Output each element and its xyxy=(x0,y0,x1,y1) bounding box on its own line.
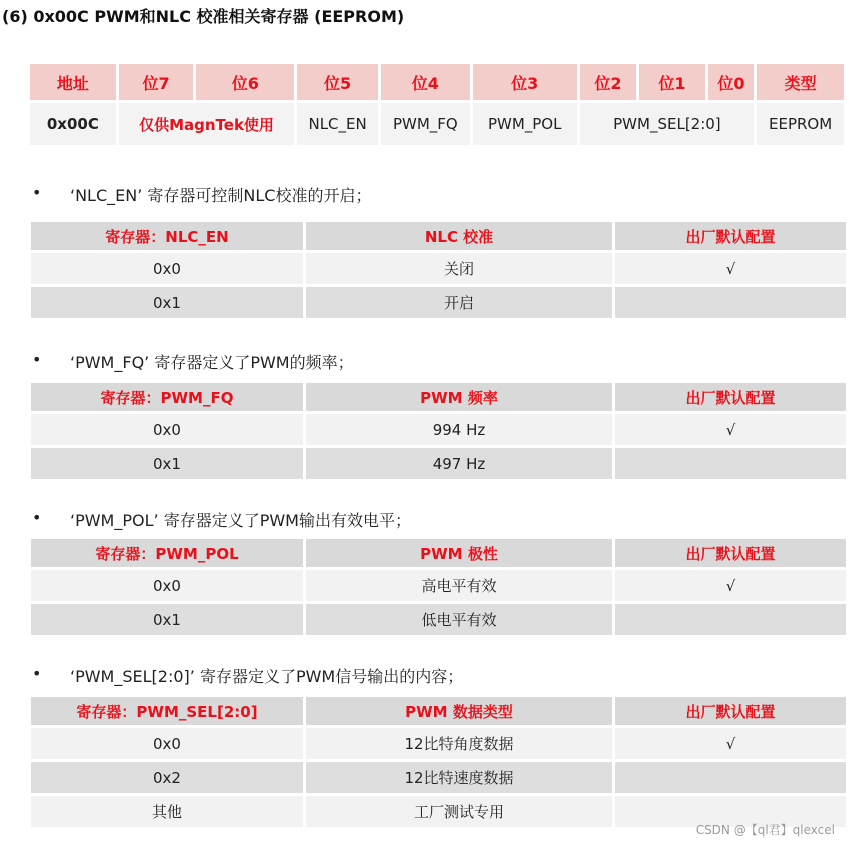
cell-meaning: 工厂测试专用 xyxy=(306,796,612,827)
bullet-text: ‘PWM_SEL[2:0]’ 寄存器定义了PWM信号输出的内容； xyxy=(70,667,464,686)
cell-meaning: 高电平有效 xyxy=(306,570,612,601)
bullet-text: ‘PWM_POL’ 寄存器定义了PWM输出有效电平； xyxy=(70,511,411,530)
header-bit6: 位6 xyxy=(196,64,294,100)
table-row xyxy=(31,728,846,759)
header-bit1: 位1 xyxy=(639,64,705,100)
col-register: 寄存器：PWM_SEL[2:0] xyxy=(31,697,303,725)
table-header-row xyxy=(31,222,846,250)
cell-default: √ xyxy=(615,253,846,284)
table-row xyxy=(31,604,846,635)
cell-value: 0x1 xyxy=(31,604,303,635)
table-row xyxy=(31,414,846,445)
cell-value: 0x1 xyxy=(31,287,303,318)
pwm-pol-table xyxy=(28,536,849,638)
cell-default: √ xyxy=(615,570,846,601)
cell-value: 0x0 xyxy=(31,570,303,601)
register-address: 0x00C xyxy=(30,103,116,145)
bullet-dot: • xyxy=(32,664,42,683)
bullet-dot: • xyxy=(32,350,42,369)
table-row xyxy=(31,570,846,601)
header-address: 地址 xyxy=(30,64,116,100)
cell-value: 0x1 xyxy=(31,448,303,479)
cell-value: 0x2 xyxy=(31,762,303,793)
cell-default xyxy=(615,448,846,479)
cell-value: 0x0 xyxy=(31,414,303,445)
col-default: 出厂默认配置 xyxy=(615,383,846,411)
col-register: 寄存器：PWM_FQ xyxy=(31,383,303,411)
field-nlc-en: NLC_EN xyxy=(297,103,378,145)
register-type: EEPROM xyxy=(757,103,844,145)
cell-meaning: 994 Hz xyxy=(306,414,612,445)
col-meaning: PWM 数据类型 xyxy=(306,697,612,725)
header-bit7: 位7 xyxy=(119,64,194,100)
col-meaning: PWM 极性 xyxy=(306,539,612,567)
cell-default: √ xyxy=(615,728,846,759)
bullet-pwm-pol xyxy=(32,508,632,530)
cell-default xyxy=(615,762,846,793)
nlc-en-table xyxy=(28,219,849,321)
cell-meaning: 开启 xyxy=(306,287,612,318)
header-bit2: 位2 xyxy=(580,64,637,100)
header-bit4: 位4 xyxy=(381,64,470,100)
cell-default xyxy=(615,604,846,635)
header-bit5: 位5 xyxy=(297,64,378,100)
register-header-row xyxy=(30,64,844,100)
register-row xyxy=(30,103,844,145)
field-pwm-pol: PWM_POL xyxy=(473,103,577,145)
header-bit3: 位3 xyxy=(473,64,577,100)
cell-value: 0x0 xyxy=(31,728,303,759)
cell-meaning: 低电平有效 xyxy=(306,604,612,635)
field-pwm-fq: PWM_FQ xyxy=(381,103,470,145)
bullet-text: ‘PWM_FQ’ 寄存器定义了PWM的频率； xyxy=(70,353,354,372)
cell-meaning: 12比特角度数据 xyxy=(306,728,612,759)
bullet-text: ‘NLC_EN’ 寄存器可控制NLC校准的开启； xyxy=(70,186,372,205)
cell-default xyxy=(615,287,846,318)
bullet-dot: • xyxy=(32,508,42,527)
table-row xyxy=(31,762,846,793)
header-bit0: 位0 xyxy=(708,64,754,100)
col-meaning: PWM 频率 xyxy=(306,383,612,411)
table-header-row xyxy=(31,383,846,411)
cell-meaning: 关闭 xyxy=(306,253,612,284)
col-meaning: NLC 校准 xyxy=(306,222,612,250)
pwm-fq-table xyxy=(28,380,849,482)
table-row xyxy=(31,287,846,318)
bullet-pwm-sel xyxy=(32,664,632,686)
table-row xyxy=(31,253,846,284)
bullet-pwm-fq xyxy=(32,350,632,372)
field-pwm-sel: PWM_SEL[2:0] xyxy=(580,103,754,145)
header-type: 类型 xyxy=(757,64,844,100)
cell-meaning: 12比特速度数据 xyxy=(306,762,612,793)
cell-value: 0x0 xyxy=(31,253,303,284)
col-default: 出厂默认配置 xyxy=(615,539,846,567)
col-default: 出厂默认配置 xyxy=(615,697,846,725)
pwm-sel-table xyxy=(28,694,849,830)
section-title: (6) 0x00C PWM和NLC 校准相关寄存器 (EEPROM) xyxy=(2,7,405,26)
bullet-nlc-en xyxy=(32,183,632,205)
col-register: 寄存器：PWM_POL xyxy=(31,539,303,567)
cell-value: 其他 xyxy=(31,796,303,827)
cell-meaning: 497 Hz xyxy=(306,448,612,479)
table-header-row xyxy=(31,697,846,725)
watermark: CSDN @【ql君】qlexcel xyxy=(695,823,835,837)
col-default: 出厂默认配置 xyxy=(615,222,846,250)
register-table xyxy=(27,61,847,148)
table-header-row xyxy=(31,539,846,567)
reserved-bits: 仅供MagnTek使用 xyxy=(119,103,295,145)
table-row xyxy=(31,448,846,479)
bullet-dot: • xyxy=(32,183,42,202)
cell-default: √ xyxy=(615,414,846,445)
col-register: 寄存器：NLC_EN xyxy=(31,222,303,250)
